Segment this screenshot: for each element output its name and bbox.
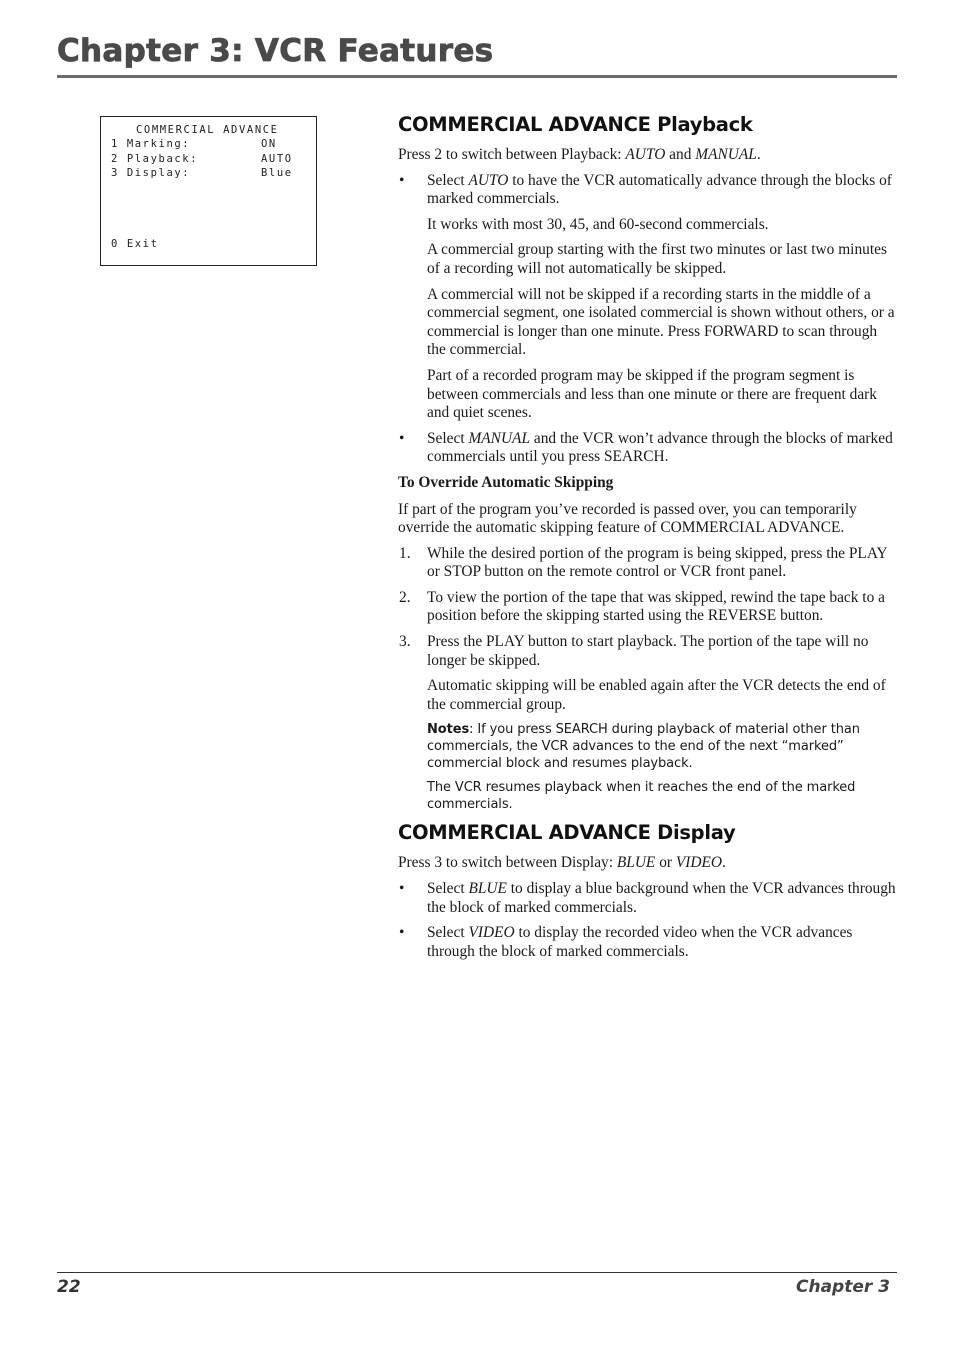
footer-rule bbox=[57, 1272, 897, 1273]
step-number: 3. bbox=[399, 633, 411, 651]
bullet-mark: • bbox=[399, 171, 405, 189]
notes-2: The VCR resumes playback when it reaches the end of the marked commercials. bbox=[427, 780, 856, 813]
step-number: 2. bbox=[399, 588, 411, 606]
notes-1: Notes: If you press SEARCH during playback of material other than commercials, the VCR advances to the end of the next “marked” commercial block and resumes playback. bbox=[427, 722, 860, 772]
after-steps: Automatic skipping will be enabled again after the VCR detects the end of the commercial group. bbox=[427, 677, 886, 713]
step-2: 2. To view the portion of the tape that was skipped, rewind the tape back to a position before the skipping started using the REVERSE button. bbox=[399, 588, 885, 625]
step-1: 1. While the desired portion of the program is being skipped, press the PLAY or STOP button on the remote control or VCR front panel. bbox=[399, 544, 888, 581]
step-3: 3. Press the PLAY button to start playback. The portion of the tape will no longer be skipped. bbox=[399, 633, 869, 669]
override-heading: To Override Automatic Skipping bbox=[398, 473, 614, 491]
page-number: 22 bbox=[57, 1277, 81, 1297]
bullet-manual: • Select MANUAL and the VCR won’t advance through the blocks of marked commercials until you press SEARCH. bbox=[399, 429, 893, 466]
chapter-title: Chapter 3: VCR Features bbox=[57, 33, 494, 69]
notes-label: Notes bbox=[427, 722, 470, 738]
bullet-mark: • bbox=[399, 880, 405, 898]
bullet-mark: • bbox=[399, 429, 405, 447]
bullet-blue: • Select BLUE to display a blue background when the VCR advances through the block of marked commercials. bbox=[399, 880, 896, 916]
footer-chapter-label: Chapter 3 bbox=[795, 1277, 890, 1297]
osd-row-marking-value: ON bbox=[261, 138, 277, 150]
auto-note-2: A commercial group starting with the first two minutes or last two minutes of a recording will not automatically be skipped. bbox=[427, 241, 887, 277]
osd-row-marking-label: 1 Marking: bbox=[111, 138, 191, 150]
osd-exit: 0 Exit bbox=[111, 238, 159, 250]
step-number: 1. bbox=[399, 544, 411, 562]
section-heading-playback: COMMERCIAL ADVANCE Playback bbox=[398, 113, 753, 136]
auto-note-4: Part of a recorded program may be skipped if the program segment is between commercials and less than one minute or there are frequent dark and quiet scenes. bbox=[427, 366, 877, 422]
override-intro: If part of the program you’ve recorded is passed over, you can temporarily override the automatic skipping feature of COMMERCIAL ADVANCE. bbox=[398, 500, 857, 537]
main-column bbox=[398, 112, 898, 968]
osd-row-playback-label: 2 Playback: bbox=[111, 153, 199, 165]
title-rule bbox=[57, 75, 897, 78]
bullet-mark: • bbox=[399, 924, 405, 942]
onscreen-menu-commercial-advance bbox=[100, 116, 317, 266]
display-intro: Press 3 to switch between Display: BLUE or VIDEO. bbox=[398, 854, 726, 872]
playback-intro: Press 2 to switch between Playback: AUTO and MANUAL. bbox=[398, 146, 761, 163]
osd-row-playback-value: AUTO bbox=[261, 153, 293, 165]
osd-row-display-label: 3 Display: bbox=[111, 167, 191, 179]
osd-title: COMMERCIAL ADVANCE bbox=[136, 124, 279, 136]
auto-note-3: A commercial will not be skipped if a recording starts in the middle of a commercial segment, one isolated commercial is shown without others, or a commercial is longer than one minute. Press FORWARD to scan through the commercial. bbox=[427, 285, 895, 359]
bullet-video: • Select VIDEO to display the recorded video when the VCR advances through the block of marked commercials. bbox=[399, 924, 853, 960]
section-heading-display: COMMERCIAL ADVANCE Display bbox=[398, 821, 736, 845]
osd-row-display-value: Blue bbox=[261, 167, 293, 179]
auto-note-1: It works with most 30, 45, and 60-second commercials. bbox=[427, 215, 769, 233]
bullet-auto: • Select AUTO to have the VCR automatically advance through the blocks of marked commercials. bbox=[399, 171, 892, 208]
